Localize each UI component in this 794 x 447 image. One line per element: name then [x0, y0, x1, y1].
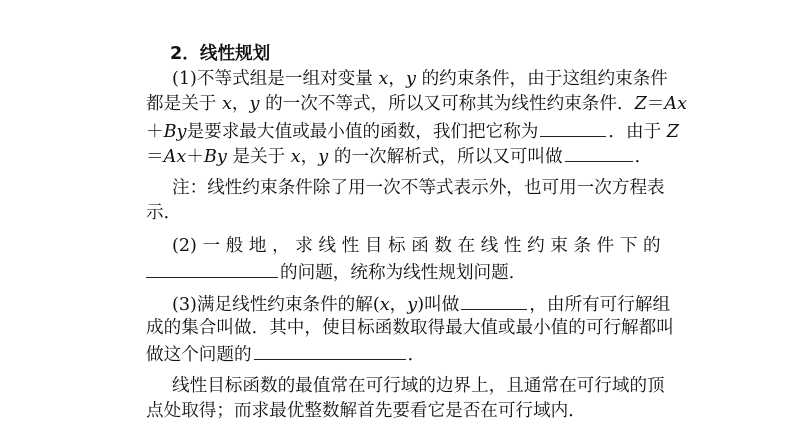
p2-line-1: (2) 一 般 地 ， 求 线 性 目 标 函 数 在 线 性 约 束 条 件 下 的 [172, 236, 661, 256]
p1-line-3: ＋By是要求最大值或最小值的函数，我们把它称为 ．由于 Z [146, 118, 662, 144]
note-line-2: 示． [146, 203, 182, 223]
p3-line-2: 成的集合叫做．其中，使目标函数取得最大值或最小值的可行解都叫 [146, 318, 674, 338]
blank-linear-objective[interactable] [565, 143, 633, 162]
p3-line-1: (3)满足线性约束条件的解(x，y)叫做 ，由所有可行解组 [172, 291, 688, 317]
section-heading [170, 42, 686, 66]
p2-line-2: 的问题，统称为线性规划问题． [146, 259, 662, 285]
p4-line-1: 线性目标函数的最值常在可行域的边界上，且通常在可行域的顶 [172, 376, 665, 396]
section-title: 线性规划 [199, 44, 271, 64]
p1-line-4: ＝Ax＋By 是关于 x，y 的一次解析式，所以又可叫做 ． [146, 143, 662, 169]
p4-line-2: 点处取得；而求最优整数解首先要看它是否在可行域内． [146, 401, 586, 421]
blank-objective-function[interactable] [540, 118, 606, 137]
section-separator: ． [182, 44, 200, 64]
blank-feasible-solution[interactable] [461, 291, 527, 310]
blank-optimal-solution[interactable] [254, 341, 406, 360]
blank-lp-problem[interactable] [146, 259, 278, 278]
p3-line-3: 做这个问题的 ． [146, 341, 662, 367]
section-number: 2 [170, 44, 183, 64]
p1-line-2: 都是关于 x，y 的一次不等式，所以又可称其为线性约束条件．Z＝Ax [146, 94, 688, 114]
note-line-1: 注：线性约束条件除了用一次不等式表示外，也可用一次方程表 [172, 178, 665, 198]
p1-line-1: (1)不等式组是一组对变量 x，y 的约束条件，由于这组约束条件 [172, 69, 668, 89]
